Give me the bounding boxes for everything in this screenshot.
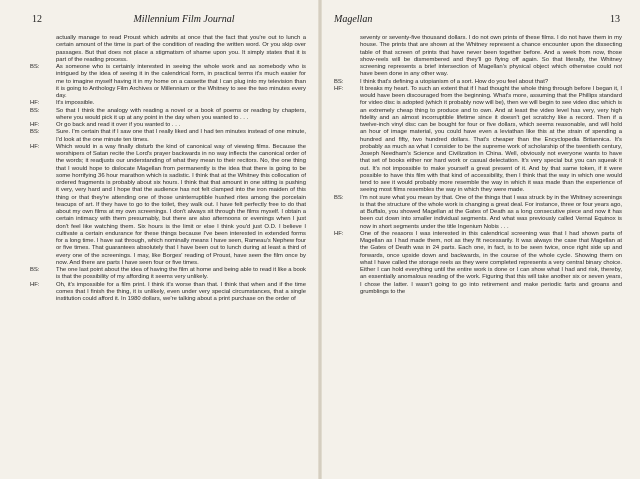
dialogue-text: It's impossible.: [56, 100, 95, 107]
left-page: [0, 0, 318, 479]
dialogue-turn: [30, 144, 306, 267]
speaker-label: BS:: [30, 129, 40, 136]
dialogue-turn: [334, 231, 622, 296]
dialogue-turn: [334, 79, 622, 86]
dialogue-turn: [30, 282, 306, 304]
dialogue-text: As someone who is certainly interested in seeing the whole work and as somebody who is intrigued by the idea of seeing it in the calendrical form, in practical terms it's much easier for me to imagine myself having it in my home on a cassette that I can plug into my television than it is going to Anthology Film Archives or Millennium or the Whitney to see the two minutes every day.: [56, 64, 306, 99]
dialogue-turn: [30, 129, 306, 144]
dialogue-turn: [30, 122, 306, 129]
speaker-label: BS:: [334, 194, 344, 201]
speaker-label: HF:: [30, 100, 40, 107]
speaker-label: BS:: [30, 267, 40, 273]
speaker-label: HF:: [334, 230, 344, 237]
dialogue-text: Sure. I'm certain that if I saw one that I really liked and I had ten minutes instead of one minute, I'd look at the one minute ten times.: [56, 129, 306, 143]
speaker-label: HF:: [334, 85, 344, 92]
speaker-label: HF:: [30, 143, 40, 150]
left-page-body: [30, 35, 306, 303]
left-running-header: [32, 14, 306, 26]
left-running-head-title: Millennium Film Journal: [133, 14, 235, 25]
dialogue-text: Or go back and read it over if you wanted to . . .: [56, 122, 181, 128]
dialogue-turn: [30, 267, 306, 282]
right-page-number: 13: [610, 14, 620, 25]
dialogue-text: I think that's defining a utopianism of a sort. How do you feel about that?: [360, 78, 549, 85]
right-running-header: [334, 14, 620, 26]
left-page-number: 12: [32, 14, 42, 25]
dialogue-text: It breaks my heart. To such an extent that if I had thought the whole thing through before I began it, I would have been discouraged from the beginning. What's more, assuming that the Phillips standard for video disc is adopted (which it probably now will be), then we will begin to see video disc which is an extremely cheap thing to produce and to own. And at least the video level has very, very high fidelity and an almost incorruptible lifetime since it doesn't get scratchy like a record. Then if a twelve-inch vinyl disc can be bought for four or five dollars, which seems reasonable, and will hold an hour of image material, you could have even a leviathan like this at the strain of spending a hundred and fifty, two hundred dollars. That's cheaper than the Encyclopedia Britannica. It's probably as much as what I consider to be the supreme work of scholarship of the twentieth century, Joseph Needham's Science and Civilization in China. Well, obviously not everyone wants to have that set of books either nor hard work or casual delectation. It's very special but you can squeak it out. It's not impossible to make yourself a great present of it. And by that same token, if it were possible to have this film with that kind of accessibility, then I think that the way in which one would tend to see it would probably more resemble the way in which it was made than the experience of seeing most films resembles the way in which they were made.: [360, 85, 622, 194]
speaker-label: BS:: [30, 64, 40, 70]
right-page: [322, 0, 640, 479]
speaker-label: BS:: [334, 78, 344, 85]
dialogue-text: Which would in a way finally disturb the kind of canonical way of viewing films. Because the worshipers of Satan recite the Lord's prayer backwards in no way inflects the canonical order of the words; it readjusts our understanding of what they mean to their recitors. No, the one thing that I would hope to dislocate Magellan from permanently is the idea that there is going to be some horrifying 36 hour marathon which is sadistic. I think that at the Whitney this collocation of ordered fragments is probably about six hours. I think that that amount in one sitting is pushing it very, very hard and I hope that the audience has not felt clamped into the iron maiden of this thing or that they're attending one of those uninterruptible hushed rites among the porcelain teacups of art. If they have to go to the toilet, they walk out. I have felt perfectly free to do that about my own films at my own screenings. I don't always sit through the films myself. I obtain a certain intimacy with them presumably, but there are also afternoons or evenings when I just don't feel like watching them. Six hours is the limit or else I think you'd just O.D. I believe I cultivate a certain endurance for these things because I've been interested in extended forms for a long time. I have sat through, which nominally means I have seen, Rameau's Nephew four or five times. That guarantees absolutely that I have been out to lunch during at least a third of every one of the screenings. I may, like Borges' reading of Proust, have seen the film once by now. And there are parts I have seen four or five times.: [56, 143, 306, 266]
dialogue-text: actually manage to read Proust which admits at once that the fact that you're out to lunch a certain amount of the time is part of the condition of reading the written word. Or you skip over passages. But that does not place a stigmatism of shame upon you. It simply states that it is part of the reading process.: [56, 35, 306, 63]
right-running-head-title: Magellan: [334, 14, 373, 25]
dialogue-text: seventy or seventy-five thousand dollars. I do not own prints of these films. I do not have them in my house. The prints that are shown at the Whitney represent a chance encounter upon the dissecting table of that screen of prints that have never been together before. And a week from now, those show-reels will be dismembered and they'll go flying off again. So that literally, the Whitney screening represents a brief intersection of Magellan's physical object which otherwise could not have been done in any other way.: [360, 35, 622, 78]
dialogue-text: I'm not sure what you mean by that. One of the things that I was struck by in the Whitney screenings is that the structure of the whole work is changing a great deal. For instance, three or four years ago, at Buffalo, you showed Magellan at the Gates of Death as a long consecutive piece and now it has been cut down into smaller individual segments. And what was previously called Vernal Equinox is now in short segments under the title Ingenium Nobis . . .: [360, 194, 622, 230]
dialogue-text: One of the reasons I was interested in this calendrical screening was that I had shown parts of Magellan as I had made them, not as they fit necessarily. It was always the case that Magellan at the Gates of Death was in 24 parts. Each one, in fact, is to be seen twice, once right side up and forwards, once upside down and backwards, in the course of the whole cycle. Showing them on what I have called the storage reels as they were completed represents a very central binary choice. Either I can hold everything until the entire work is done or I can show what I had and risk, thereby, an essentially anomalous reading of the work. Figuring that this will take another six or seven years, I chose the latter. I wasn't going to go into retirement and make periodic farts and groans and grumblings to the: [360, 230, 622, 295]
dialogue-turn: [30, 64, 306, 100]
dialogue-text: The one last point about the idea of having the film at home and being able to read it like a book is that the possibility of my affording it seems very unlikely.: [56, 267, 306, 281]
dialogue-text: Oh, it's impossible for a film print. I think it's worse than that. I think that when and if the time comes that I finish the thing, it is unlikely, even under very special circumstances, that a single institution could afford it. In 1980 dollars, we're talking about a print purchase on the order of: [56, 281, 306, 302]
speaker-label: BS:: [30, 107, 40, 114]
speaker-label: HF:: [30, 281, 40, 288]
dialogue-turn: [30, 35, 306, 64]
dialogue-turn: [334, 195, 622, 231]
speaker-label: HF:: [30, 122, 40, 128]
dialogue-turn: [30, 108, 306, 123]
dialogue-text: So that I think the analogy with reading a novel or a book of poems or reading by chapters, where you would pick it up at any point in the day when you wanted to . . .: [56, 107, 306, 121]
dialogue-turn: [334, 86, 622, 195]
dialogue-turn: [30, 100, 306, 107]
dialogue-turn: [334, 35, 622, 79]
right-page-body: [334, 35, 622, 296]
